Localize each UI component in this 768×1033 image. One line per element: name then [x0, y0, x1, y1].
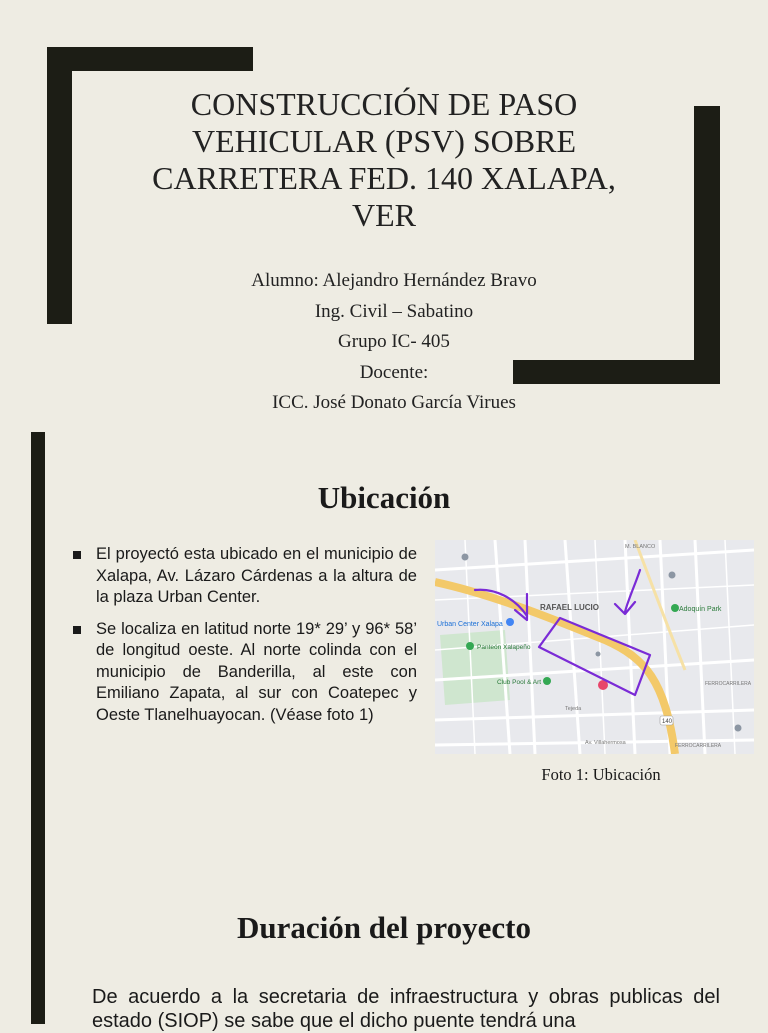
title-line: VEHICULAR (PSV) SOBRE: [191, 123, 577, 159]
group: Grupo IC- 405: [338, 331, 450, 352]
map-pin-icon: [506, 618, 514, 626]
list-item: [70, 619, 417, 727]
frame-bar-top-left-horizontal: [47, 47, 253, 71]
body-paragraph: De acuerdo a la secretaria de infraestructura y obras publicas del estado (SIOP) se sabe que el dicho puente tendrá una: [92, 986, 720, 1032]
list-item: [70, 544, 417, 609]
frame-bar-bottom-right-vertical: [694, 106, 720, 384]
location-slide: [0, 432, 768, 865]
map-pin-icon: [671, 604, 679, 612]
subtitle-block: [150, 266, 638, 419]
map-label-club: Club Pool & Art: [497, 679, 542, 686]
map-label-rafael-lucio: RAFAEL LUCIO: [540, 603, 599, 612]
map-label-adoquin: Adoquín Park: [679, 606, 722, 613]
map-label-panteon: Panteón Xalapeño: [477, 644, 531, 651]
map-pin-icon: [462, 554, 469, 561]
map-label-tejeda: Tejeda: [565, 706, 582, 712]
duration-slide: [0, 865, 768, 1032]
map-pin-icon: [596, 652, 601, 657]
title-slide: [0, 0, 768, 425]
page-title: [110, 86, 658, 234]
map-label-blanco: M. BLANCO: [625, 544, 656, 550]
map-graphic: [435, 540, 754, 754]
title-line: VER: [352, 197, 416, 233]
title-line: CARRETERA FED. 140 XALAPA,: [152, 160, 616, 196]
title-line: CONSTRUCCIÓN DE PASO: [190, 86, 578, 122]
left-accent-bar: [31, 865, 45, 1024]
map-pin-icon: [466, 642, 474, 650]
bullet-text: Se localiza en latitud norte 19* 29’ y 96* 58’ de longitud oeste. Al norte colinda con el municipio de Banderilla, al este con Emiliano Zapata, al sur con Coatepec y Oeste Tlanelhuayocan. (Véase foto 1): [96, 619, 417, 724]
map-pin-icon: [543, 677, 551, 685]
bullet-square-icon: [73, 626, 81, 634]
bullet-text: El proyectó esta ubicado en el municipio de Xalapa, Av. Lázaro Cárdenas a la altura de la plaza Urban Center.: [96, 545, 417, 606]
section-heading: Duración del proyecto: [237, 910, 531, 945]
section-heading: Ubicación: [317, 480, 451, 515]
map-pin-icon: [669, 572, 676, 579]
map-label-ferrocarrilera-2: FERROCARRILERA: [675, 743, 722, 749]
map-label-av-villahermosa: Av. Villahermosa: [585, 740, 626, 746]
map-label-road-140: 140: [662, 719, 673, 725]
map-label-ferrocarrilera: FERROCARRILERA: [705, 681, 752, 687]
bullet-list: [70, 544, 417, 736]
location-map: [435, 540, 754, 754]
left-accent-bar: [31, 432, 45, 865]
figure-caption: Foto 1: Ubicación: [541, 765, 661, 784]
teacher-label: Docente:: [359, 361, 429, 383]
map-pin-icon: [735, 725, 742, 732]
bullet-square-icon: [73, 551, 81, 559]
program: Ing. Civil – Sabatino: [314, 300, 474, 322]
map-label-urban-center: Urban Center Xalapa: [437, 621, 503, 628]
park-area: [440, 630, 510, 705]
teacher-name: ICC. José Donato García Virues: [272, 392, 516, 413]
frame-bar-top-left-vertical: [47, 47, 72, 324]
student-name: Alumno: Alejandro Hernández Bravo: [251, 270, 537, 291]
